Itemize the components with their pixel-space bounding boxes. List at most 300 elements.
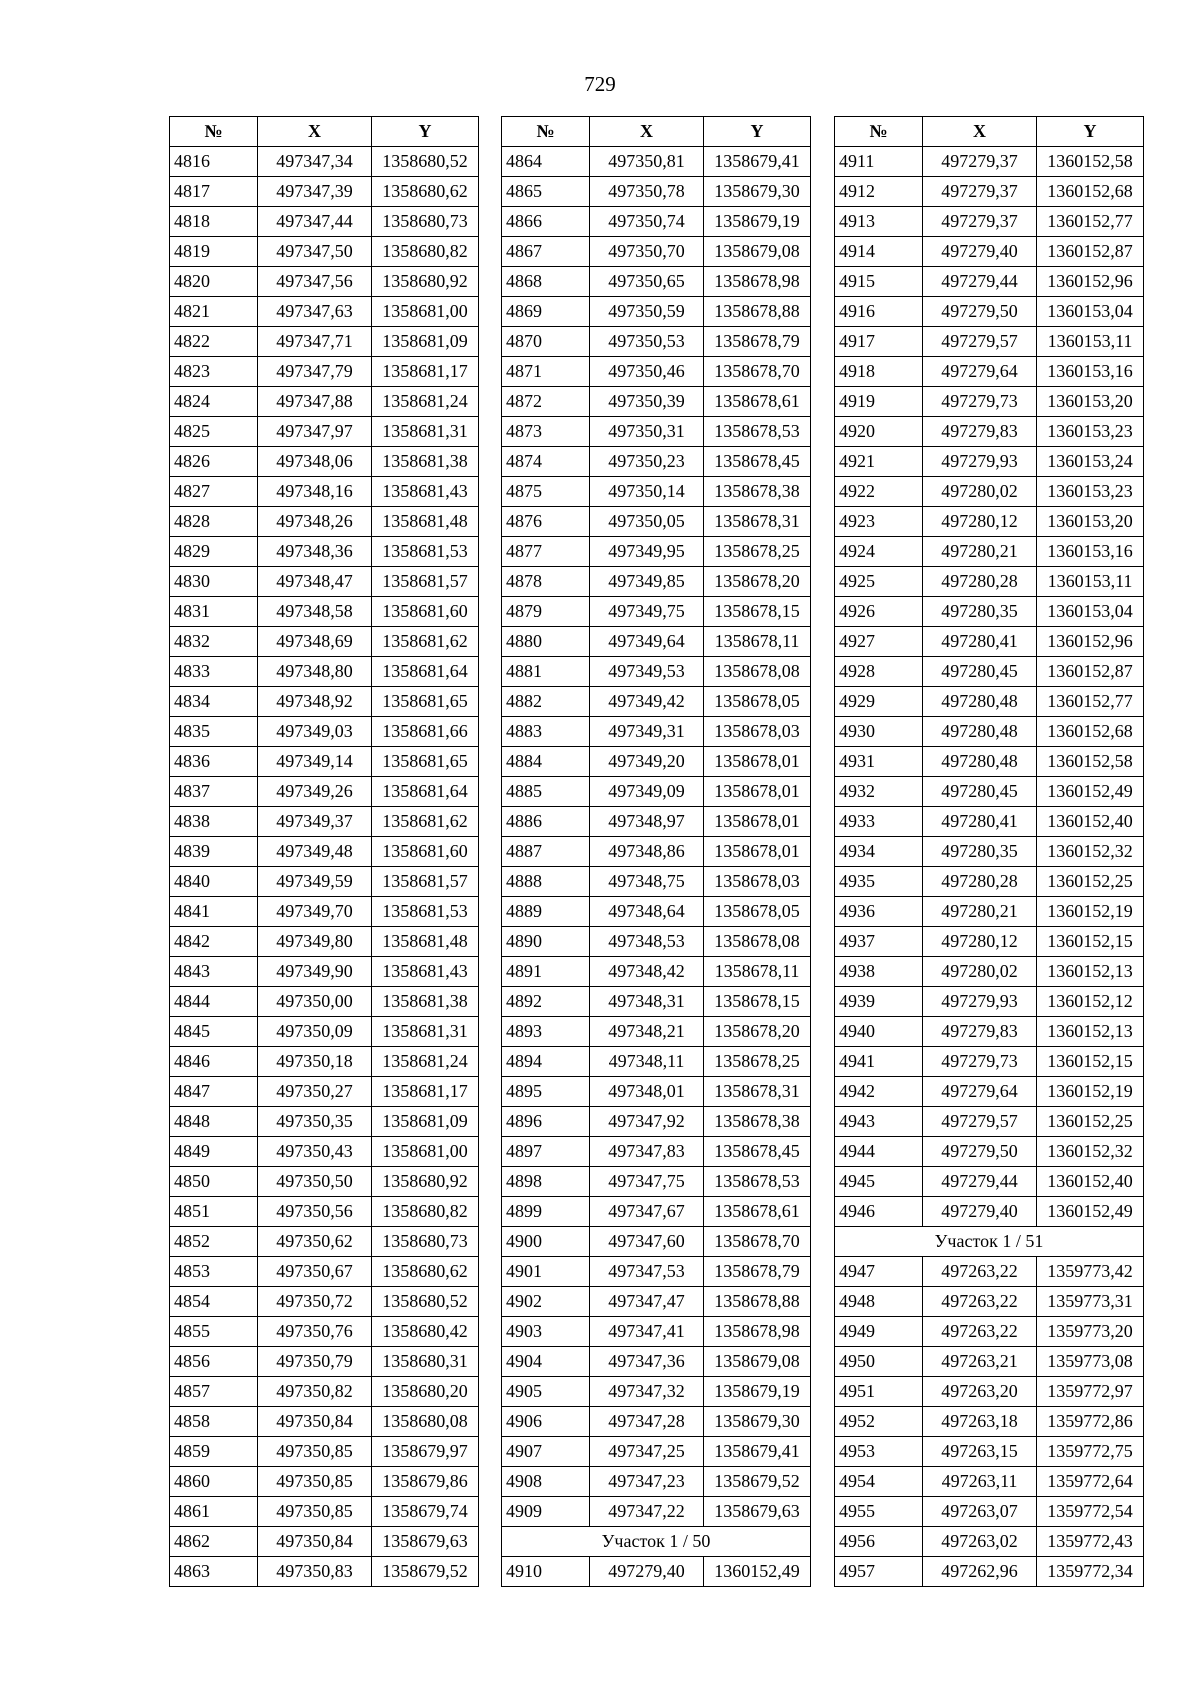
- x-coordinate-cell: 497279,44: [923, 267, 1037, 297]
- table-row: [835, 1317, 1144, 1347]
- y-coordinate-cell: 1358681,43: [372, 957, 479, 987]
- point-number-cell: 4905: [502, 1377, 590, 1407]
- x-coordinate-cell: 497350,74: [590, 207, 704, 237]
- x-coordinate-cell: 497279,73: [923, 1047, 1037, 1077]
- table-row: [502, 1047, 811, 1077]
- y-coordinate-cell: 1359772,43: [1037, 1527, 1144, 1557]
- x-coordinate-cell: 497279,44: [923, 1167, 1037, 1197]
- point-number-cell: 4914: [835, 237, 923, 267]
- table-row: [170, 1497, 479, 1527]
- y-coordinate-cell: 1358678,79: [704, 1257, 811, 1287]
- y-coordinate-cell: 1358680,62: [372, 1257, 479, 1287]
- point-number-cell: 4832: [170, 627, 258, 657]
- y-coordinate-cell: 1358681,62: [372, 627, 479, 657]
- point-number-cell: 4924: [835, 537, 923, 567]
- y-coordinate-cell: 1359772,34: [1037, 1557, 1144, 1587]
- point-number-cell: 4934: [835, 837, 923, 867]
- table-row: [170, 267, 479, 297]
- y-coordinate-cell: 1358681,64: [372, 657, 479, 687]
- table-row: [502, 357, 811, 387]
- point-number-cell: 4944: [835, 1137, 923, 1167]
- y-coordinate-cell: 1358681,09: [372, 327, 479, 357]
- table-row: [835, 207, 1144, 237]
- point-number-cell: 4844: [170, 987, 258, 1017]
- y-coordinate-cell: 1360152,87: [1037, 657, 1144, 687]
- point-number-cell: 4876: [502, 507, 590, 537]
- y-coordinate-cell: 1358681,09: [372, 1107, 479, 1137]
- table-row: [170, 537, 479, 567]
- point-number-cell: 4878: [502, 567, 590, 597]
- table-row: [835, 1347, 1144, 1377]
- point-number-cell: 4840: [170, 867, 258, 897]
- x-coordinate-cell: 497350,79: [258, 1347, 372, 1377]
- y-coordinate-cell: 1358681,24: [372, 1047, 479, 1077]
- point-number-cell: 4903: [502, 1317, 590, 1347]
- x-coordinate-cell: 497347,60: [590, 1227, 704, 1257]
- y-coordinate-cell: 1358678,20: [704, 1017, 811, 1047]
- x-coordinate-cell: 497347,47: [590, 1287, 704, 1317]
- y-coordinate-cell: 1358681,48: [372, 927, 479, 957]
- x-coordinate-cell: 497349,95: [590, 537, 704, 567]
- y-coordinate-cell: 1358678,25: [704, 537, 811, 567]
- y-coordinate-cell: 1358678,01: [704, 777, 811, 807]
- x-coordinate-cell: 497349,03: [258, 717, 372, 747]
- table-row: [502, 1437, 811, 1467]
- point-number-cell: 4883: [502, 717, 590, 747]
- point-number-cell: 4951: [835, 1377, 923, 1407]
- y-coordinate-cell: 1358680,82: [372, 237, 479, 267]
- point-number-cell: 4955: [835, 1497, 923, 1527]
- table-row: [170, 327, 479, 357]
- point-number-cell: 4866: [502, 207, 590, 237]
- y-coordinate-cell: 1360152,25: [1037, 867, 1144, 897]
- y-coordinate-cell: 1358679,08: [704, 1347, 811, 1377]
- point-number-cell: 4940: [835, 1017, 923, 1047]
- table-row: [502, 267, 811, 297]
- point-number-cell: 4931: [835, 747, 923, 777]
- point-number-cell: 4881: [502, 657, 590, 687]
- point-number-cell: 4920: [835, 417, 923, 447]
- x-coordinate-cell: 497349,42: [590, 687, 704, 717]
- point-number-cell: 4910: [502, 1557, 590, 1587]
- x-coordinate-cell: 497347,44: [258, 207, 372, 237]
- x-coordinate-cell: 497350,82: [258, 1377, 372, 1407]
- table-row: [502, 1137, 811, 1167]
- x-coordinate-cell: 497350,09: [258, 1017, 372, 1047]
- y-coordinate-cell: 1358681,00: [372, 297, 479, 327]
- x-coordinate-cell: 497279,93: [923, 447, 1037, 477]
- y-coordinate-cell: 1358681,17: [372, 357, 479, 387]
- point-number-cell: 4818: [170, 207, 258, 237]
- table-row: [170, 417, 479, 447]
- x-coordinate-cell: 497347,56: [258, 267, 372, 297]
- x-coordinate-cell: 497350,83: [258, 1557, 372, 1587]
- point-number-cell: 4825: [170, 417, 258, 447]
- table-row: [502, 237, 811, 267]
- x-coordinate-cell: 497263,22: [923, 1287, 1037, 1317]
- point-number-cell: 4882: [502, 687, 590, 717]
- x-coordinate-cell: 497262,96: [923, 1557, 1037, 1587]
- point-number-cell: 4894: [502, 1047, 590, 1077]
- x-coordinate-cell: 497350,81: [590, 147, 704, 177]
- x-coordinate-cell: 497350,70: [590, 237, 704, 267]
- point-number-cell: 4836: [170, 747, 258, 777]
- x-coordinate-cell: 497350,27: [258, 1077, 372, 1107]
- x-coordinate-cell: 497348,58: [258, 597, 372, 627]
- y-coordinate-cell: 1358681,31: [372, 417, 479, 447]
- table-row: [835, 1437, 1144, 1467]
- table-row: [502, 1287, 811, 1317]
- y-coordinate-cell: 1359773,42: [1037, 1257, 1144, 1287]
- x-coordinate-cell: 497347,32: [590, 1377, 704, 1407]
- table-row: [502, 717, 811, 747]
- table-row: [835, 747, 1144, 777]
- point-number-cell: 4937: [835, 927, 923, 957]
- point-number-cell: 4870: [502, 327, 590, 357]
- y-coordinate-cell: 1360152,19: [1037, 1077, 1144, 1107]
- y-coordinate-cell: 1360152,49: [704, 1557, 811, 1587]
- y-coordinate-cell: 1358681,43: [372, 477, 479, 507]
- coordinates-table-1: [169, 116, 479, 1587]
- table-row: [835, 987, 1144, 1017]
- y-coordinate-cell: 1358678,38: [704, 477, 811, 507]
- point-number-cell: 4858: [170, 1407, 258, 1437]
- point-number-cell: 4892: [502, 987, 590, 1017]
- point-number-cell: 4952: [835, 1407, 923, 1437]
- table-row: [835, 1467, 1144, 1497]
- y-coordinate-cell: 1360152,13: [1037, 957, 1144, 987]
- point-number-cell: 4880: [502, 627, 590, 657]
- x-coordinate-cell: 497350,46: [590, 357, 704, 387]
- x-coordinate-cell: 497263,21: [923, 1347, 1037, 1377]
- point-number-cell: 4867: [502, 237, 590, 267]
- table-row: [170, 1407, 479, 1437]
- x-coordinate-cell: 497349,64: [590, 627, 704, 657]
- table-row: [835, 327, 1144, 357]
- x-coordinate-cell: 497280,48: [923, 747, 1037, 777]
- point-number-cell: 4921: [835, 447, 923, 477]
- point-number-cell: 4859: [170, 1437, 258, 1467]
- point-number-cell: 4864: [502, 147, 590, 177]
- x-coordinate-cell: 497349,85: [590, 567, 704, 597]
- point-number-cell: 4888: [502, 867, 590, 897]
- y-coordinate-cell: 1359773,08: [1037, 1347, 1144, 1377]
- y-coordinate-cell: 1359772,97: [1037, 1377, 1144, 1407]
- x-coordinate-cell: 497350,76: [258, 1317, 372, 1347]
- table-row: [835, 537, 1144, 567]
- table-row: [170, 1047, 479, 1077]
- point-number-cell: 4898: [502, 1167, 590, 1197]
- table-row: [502, 837, 811, 867]
- page-number: 729: [584, 72, 616, 96]
- point-number-cell: 4835: [170, 717, 258, 747]
- y-coordinate-cell: 1358678,98: [704, 1317, 811, 1347]
- x-coordinate-cell: 497348,31: [590, 987, 704, 1017]
- table-header-row: [502, 117, 811, 147]
- table-row: [835, 657, 1144, 687]
- x-coordinate-cell: 497280,45: [923, 657, 1037, 687]
- x-coordinate-cell: 497348,69: [258, 627, 372, 657]
- point-number-cell: 4855: [170, 1317, 258, 1347]
- point-number-cell: 4904: [502, 1347, 590, 1377]
- y-coordinate-cell: 1358680,20: [372, 1377, 479, 1407]
- y-coordinate-cell: 1358680,08: [372, 1407, 479, 1437]
- x-coordinate-cell: 497263,11: [923, 1467, 1037, 1497]
- x-coordinate-cell: 497279,40: [590, 1557, 704, 1587]
- table-row: [170, 237, 479, 267]
- table-row: [170, 387, 479, 417]
- x-coordinate-cell: 497349,80: [258, 927, 372, 957]
- point-number-cell: 4822: [170, 327, 258, 357]
- table-row: [835, 1017, 1144, 1047]
- table-row: [502, 1017, 811, 1047]
- point-number-cell: 4871: [502, 357, 590, 387]
- column-header-y: Y: [1037, 117, 1144, 147]
- table-row: [170, 597, 479, 627]
- x-coordinate-cell: 497279,64: [923, 1077, 1037, 1107]
- x-coordinate-cell: 497350,53: [590, 327, 704, 357]
- point-number-cell: 4907: [502, 1437, 590, 1467]
- x-coordinate-cell: 497263,02: [923, 1527, 1037, 1557]
- y-coordinate-cell: 1358680,73: [372, 1227, 479, 1257]
- point-number-cell: 4827: [170, 477, 258, 507]
- x-coordinate-cell: 497347,23: [590, 1467, 704, 1497]
- y-coordinate-cell: 1358678,25: [704, 1047, 811, 1077]
- x-coordinate-cell: 497279,57: [923, 1107, 1037, 1137]
- point-number-cell: 4954: [835, 1467, 923, 1497]
- y-coordinate-cell: 1360152,87: [1037, 237, 1144, 267]
- table-row: [835, 717, 1144, 747]
- y-coordinate-cell: 1358678,31: [704, 507, 811, 537]
- y-coordinate-cell: 1358678,01: [704, 747, 811, 777]
- point-number-cell: 4917: [835, 327, 923, 357]
- x-coordinate-cell: 497279,50: [923, 1137, 1037, 1167]
- x-coordinate-cell: 497280,21: [923, 897, 1037, 927]
- table-row: [502, 1257, 811, 1287]
- table-row: [502, 1497, 811, 1527]
- y-coordinate-cell: 1358679,41: [704, 147, 811, 177]
- table-row: [170, 1557, 479, 1587]
- point-number-cell: 4928: [835, 657, 923, 687]
- x-coordinate-cell: 497347,25: [590, 1437, 704, 1467]
- table-row: [170, 1197, 479, 1227]
- point-number-cell: 4873: [502, 417, 590, 447]
- point-number-cell: 4913: [835, 207, 923, 237]
- y-coordinate-cell: 1358679,63: [372, 1527, 479, 1557]
- table-row: [835, 477, 1144, 507]
- x-coordinate-cell: 497279,83: [923, 417, 1037, 447]
- point-number-cell: 4874: [502, 447, 590, 477]
- x-coordinate-cell: 497347,39: [258, 177, 372, 207]
- table-row: [170, 1107, 479, 1137]
- point-number-cell: 4884: [502, 747, 590, 777]
- table-row: [835, 1287, 1144, 1317]
- table-row: [502, 177, 811, 207]
- table-row: [170, 867, 479, 897]
- y-coordinate-cell: 1358678,45: [704, 447, 811, 477]
- table-row: [170, 1527, 479, 1557]
- x-coordinate-cell: 497349,20: [590, 747, 704, 777]
- point-number-cell: 4854: [170, 1287, 258, 1317]
- point-number-cell: 4918: [835, 357, 923, 387]
- point-number-cell: 4895: [502, 1077, 590, 1107]
- point-number-cell: 4899: [502, 1197, 590, 1227]
- table-row: [170, 1287, 479, 1317]
- y-coordinate-cell: 1358678,15: [704, 987, 811, 1017]
- table-row: [170, 357, 479, 387]
- x-coordinate-cell: 497280,48: [923, 687, 1037, 717]
- y-coordinate-cell: 1358681,53: [372, 897, 479, 927]
- y-coordinate-cell: 1358681,57: [372, 867, 479, 897]
- table-row: [170, 1017, 479, 1047]
- x-coordinate-cell: 497350,78: [590, 177, 704, 207]
- x-coordinate-cell: 497349,70: [258, 897, 372, 927]
- y-coordinate-cell: 1360152,40: [1037, 1167, 1144, 1197]
- y-coordinate-cell: 1358678,53: [704, 417, 811, 447]
- x-coordinate-cell: 497350,00: [258, 987, 372, 1017]
- point-number-cell: 4947: [835, 1257, 923, 1287]
- point-number-cell: 4843: [170, 957, 258, 987]
- y-coordinate-cell: 1358678,53: [704, 1167, 811, 1197]
- table-row: [170, 657, 479, 687]
- point-number-cell: 4909: [502, 1497, 590, 1527]
- table-row: [502, 597, 811, 627]
- table-row: [835, 837, 1144, 867]
- table-row: [835, 807, 1144, 837]
- y-coordinate-cell: 1360152,96: [1037, 267, 1144, 297]
- table-row: [835, 267, 1144, 297]
- point-number-cell: 4823: [170, 357, 258, 387]
- y-coordinate-cell: 1358678,05: [704, 897, 811, 927]
- y-coordinate-cell: 1358681,38: [372, 447, 479, 477]
- x-coordinate-cell: 497349,31: [590, 717, 704, 747]
- y-coordinate-cell: 1358680,52: [372, 147, 479, 177]
- y-coordinate-cell: 1358678,03: [704, 717, 811, 747]
- y-coordinate-cell: 1360152,15: [1037, 1047, 1144, 1077]
- point-number-cell: 4901: [502, 1257, 590, 1287]
- point-number-cell: 4893: [502, 1017, 590, 1047]
- table-row: [502, 447, 811, 477]
- table-row: [502, 1467, 811, 1497]
- x-coordinate-cell: 497347,92: [590, 1107, 704, 1137]
- x-coordinate-cell: 497347,71: [258, 327, 372, 357]
- point-number-cell: 4865: [502, 177, 590, 207]
- table-row: [502, 1077, 811, 1107]
- point-number-cell: 4868: [502, 267, 590, 297]
- column-header-x: X: [258, 117, 372, 147]
- y-coordinate-cell: 1360152,19: [1037, 897, 1144, 927]
- y-coordinate-cell: 1360152,77: [1037, 207, 1144, 237]
- table-row: [835, 597, 1144, 627]
- y-coordinate-cell: 1360153,23: [1037, 417, 1144, 447]
- y-coordinate-cell: 1358680,92: [372, 1167, 479, 1197]
- y-coordinate-cell: 1360152,68: [1037, 177, 1144, 207]
- table-row: [835, 1197, 1144, 1227]
- y-coordinate-cell: 1358681,60: [372, 837, 479, 867]
- x-coordinate-cell: 497279,37: [923, 177, 1037, 207]
- point-number-cell: 4845: [170, 1017, 258, 1047]
- y-coordinate-cell: 1358680,52: [372, 1287, 479, 1317]
- point-number-cell: 4932: [835, 777, 923, 807]
- x-coordinate-cell: 497279,40: [923, 237, 1037, 267]
- y-coordinate-cell: 1358679,52: [372, 1557, 479, 1587]
- x-coordinate-cell: 497263,15: [923, 1437, 1037, 1467]
- y-coordinate-cell: 1358678,08: [704, 657, 811, 687]
- table-row: [835, 507, 1144, 537]
- y-coordinate-cell: 1358681,17: [372, 1077, 479, 1107]
- table-row: [835, 447, 1144, 477]
- table-row: [835, 237, 1144, 267]
- table-row: [835, 627, 1144, 657]
- table-row: [835, 777, 1144, 807]
- x-coordinate-cell: 497350,65: [590, 267, 704, 297]
- x-coordinate-cell: 497349,75: [590, 597, 704, 627]
- y-coordinate-cell: 1360153,23: [1037, 477, 1144, 507]
- point-number-cell: 4877: [502, 537, 590, 567]
- point-number-cell: 4906: [502, 1407, 590, 1437]
- y-coordinate-cell: 1358679,19: [704, 207, 811, 237]
- y-coordinate-cell: 1360153,11: [1037, 327, 1144, 357]
- table-row: [170, 897, 479, 927]
- table-row: [170, 177, 479, 207]
- point-number-cell: 4922: [835, 477, 923, 507]
- table-row: [170, 717, 479, 747]
- x-coordinate-cell: 497280,21: [923, 537, 1037, 567]
- point-number-cell: 4838: [170, 807, 258, 837]
- table-row: [835, 297, 1144, 327]
- y-coordinate-cell: 1360152,68: [1037, 717, 1144, 747]
- x-coordinate-cell: 497279,73: [923, 387, 1037, 417]
- point-number-cell: 4830: [170, 567, 258, 597]
- point-number-cell: 4939: [835, 987, 923, 1017]
- coordinates-table-3: [834, 116, 1144, 1587]
- x-coordinate-cell: 497349,09: [590, 777, 704, 807]
- x-coordinate-cell: 497279,64: [923, 357, 1037, 387]
- y-coordinate-cell: 1358680,62: [372, 177, 479, 207]
- point-number-cell: 4862: [170, 1527, 258, 1557]
- table-row: [835, 1107, 1144, 1137]
- x-coordinate-cell: 497350,50: [258, 1167, 372, 1197]
- x-coordinate-cell: 497347,50: [258, 237, 372, 267]
- x-coordinate-cell: 497280,45: [923, 777, 1037, 807]
- table-row: [170, 957, 479, 987]
- x-coordinate-cell: 497279,83: [923, 1017, 1037, 1047]
- y-coordinate-cell: 1358678,15: [704, 597, 811, 627]
- table-row: [170, 777, 479, 807]
- x-coordinate-cell: 497280,28: [923, 867, 1037, 897]
- point-number-cell: 4936: [835, 897, 923, 927]
- table-row: [835, 957, 1144, 987]
- table-row: [502, 477, 811, 507]
- table-row: [170, 447, 479, 477]
- x-coordinate-cell: 497350,67: [258, 1257, 372, 1287]
- x-coordinate-cell: 497350,31: [590, 417, 704, 447]
- point-number-cell: 4849: [170, 1137, 258, 1167]
- column-header-number: №: [502, 117, 590, 147]
- point-number-cell: 4912: [835, 177, 923, 207]
- x-coordinate-cell: 497263,22: [923, 1317, 1037, 1347]
- point-number-cell: 4908: [502, 1467, 590, 1497]
- table-row: [170, 1317, 479, 1347]
- y-coordinate-cell: 1360152,13: [1037, 1017, 1144, 1047]
- table-row: [170, 1167, 479, 1197]
- y-coordinate-cell: 1358681,65: [372, 687, 479, 717]
- x-coordinate-cell: 497348,97: [590, 807, 704, 837]
- x-coordinate-cell: 497279,93: [923, 987, 1037, 1017]
- table-row: [170, 1137, 479, 1167]
- y-coordinate-cell: 1358680,31: [372, 1347, 479, 1377]
- x-coordinate-cell: 497280,12: [923, 507, 1037, 537]
